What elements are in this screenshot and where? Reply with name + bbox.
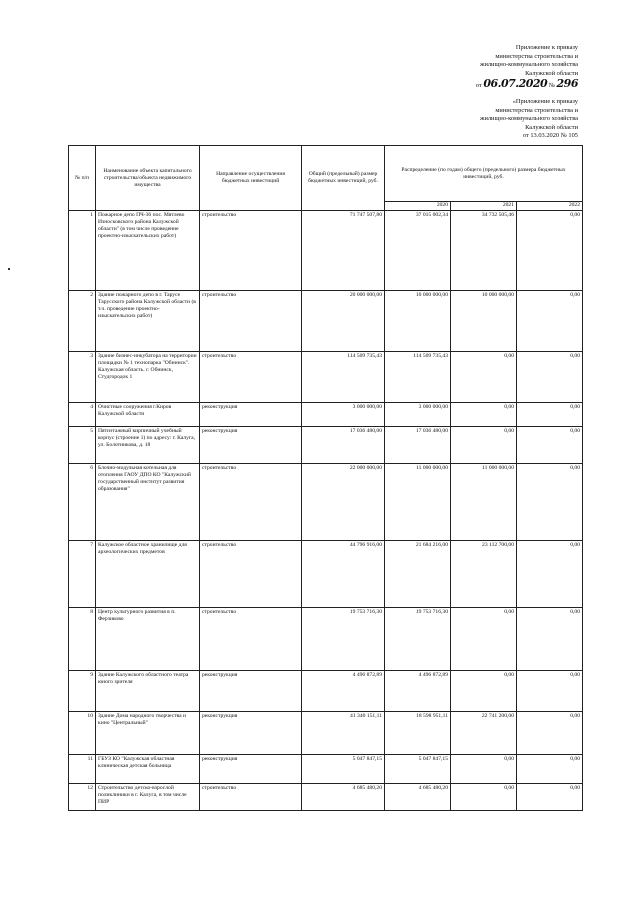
row-name: Центр культурного развития в п. Ферзиково bbox=[96, 608, 200, 671]
table-row bbox=[69, 464, 583, 541]
order-date-line bbox=[475, 77, 578, 91]
previous-order-line: Калужской области bbox=[525, 123, 578, 131]
row-direction: строительство bbox=[200, 541, 302, 608]
row-name: Калужское областное хранилище для археологических предметов bbox=[96, 541, 200, 608]
row-name: Здание пожарного депо в г. Тарусе Тарусского района Калужской области (в т.ч. проведение проектно-изыскательских работ) bbox=[96, 291, 200, 352]
row-name: Строительство детско-взрослой поликлиники в г. Калуга, в том числе ПИР bbox=[96, 784, 200, 811]
row-2021: 0,00 bbox=[451, 784, 517, 811]
row-2020: 37 015 002,34 bbox=[385, 211, 451, 291]
row-index: 11 bbox=[69, 755, 96, 784]
row-total: 3 000 000,00 bbox=[302, 403, 385, 427]
row-2021: 0,00 bbox=[451, 403, 517, 427]
row-2021: 10 000 000,00 bbox=[451, 291, 517, 352]
row-name: Здание бизнес-инкубатора на территории площадки № 1 технопарка "Обнинск". Калужская область. г. Обнинск, Студгородок 1 bbox=[96, 352, 200, 403]
row-2021: 0,00 bbox=[451, 427, 517, 464]
row-index: 12 bbox=[69, 784, 96, 811]
order-header-line: Приложение к приказу bbox=[515, 44, 578, 51]
col-header-distribution: Распределение (по годам) общего (предельного) размера бюджетных инвестиций, руб. bbox=[385, 146, 583, 202]
row-total: 17 036 480,00 bbox=[302, 427, 385, 464]
col-header-total: Общий (предельный) размер бюджетных инвестиций, руб. bbox=[302, 146, 385, 211]
row-name: Блочно-модульная котельная для отопления ГАОУ ДПО КО "Калужский государственный институт развития образования" bbox=[96, 464, 200, 541]
previous-order-line: министерства строительства и bbox=[495, 106, 578, 114]
row-direction: строительство bbox=[200, 291, 302, 352]
table-row bbox=[69, 784, 583, 811]
row-2022: 0,00 bbox=[517, 403, 583, 427]
col-header-index: № п/п bbox=[69, 146, 96, 211]
row-direction: реконструкция bbox=[200, 427, 302, 464]
row-2022: 0,00 bbox=[517, 784, 583, 811]
row-total: 114 509 735,43 bbox=[302, 352, 385, 403]
investment-table bbox=[68, 145, 583, 811]
table-row bbox=[69, 541, 583, 608]
previous-order-line: жилищно-коммунального хозяйства bbox=[480, 115, 578, 123]
row-direction: реконструкция bbox=[200, 755, 302, 784]
row-2021: 22 741 200,00 bbox=[451, 712, 517, 755]
row-total: 5 047 847,15 bbox=[302, 755, 385, 784]
order-header-line: министерства строительства и bbox=[495, 52, 578, 60]
row-index: 5 bbox=[69, 427, 96, 464]
row-2021: 0,00 bbox=[451, 352, 517, 403]
row-index: 8 bbox=[69, 608, 96, 671]
row-total: 19 753 716,30 bbox=[302, 608, 385, 671]
row-2022: 0,00 bbox=[517, 464, 583, 541]
scan-speck bbox=[8, 268, 10, 270]
row-2020: 18 598 951,11 bbox=[385, 712, 451, 755]
col-header-direction: Направление осуществления бюджетных инвестиций bbox=[200, 146, 302, 211]
year-header: 2020 bbox=[385, 202, 451, 211]
row-index: 2 bbox=[69, 291, 96, 352]
row-2022: 0,00 bbox=[517, 291, 583, 352]
order-header bbox=[476, 44, 578, 91]
row-direction: реконструкция bbox=[200, 712, 302, 755]
row-direction: строительство bbox=[200, 352, 302, 403]
row-index: 3 bbox=[69, 352, 96, 403]
order-header-line: Калужской области bbox=[525, 69, 578, 77]
row-2021: 23 112 700,00 bbox=[451, 541, 517, 608]
row-index: 1 bbox=[69, 211, 96, 291]
row-direction: реконструкция bbox=[200, 671, 302, 712]
row-total: 71 747 507,80 bbox=[302, 211, 385, 291]
row-2021: 34 732 505,46 bbox=[451, 211, 517, 291]
row-2022: 0,00 bbox=[517, 211, 583, 291]
date-prefix: от bbox=[475, 82, 482, 90]
row-2020: 3 000 000,00 bbox=[385, 403, 451, 427]
row-name: ГБУЗ КО "Калужская областная клиническая детская больница bbox=[96, 755, 200, 784]
table-row bbox=[69, 671, 583, 712]
handwritten-date: 06.07.2020 bbox=[483, 77, 548, 91]
order-header-line: жилищно-коммунального хозяйства bbox=[480, 61, 578, 69]
row-name: Здание Дома народного творчества и кино "Центральный" bbox=[96, 712, 200, 755]
row-2020: 21 684 216,00 bbox=[385, 541, 451, 608]
row-index: 7 bbox=[69, 541, 96, 608]
row-index: 4 bbox=[69, 403, 96, 427]
row-2020: 17 036 480,00 bbox=[385, 427, 451, 464]
row-direction: строительство bbox=[200, 784, 302, 811]
table-row bbox=[69, 755, 583, 784]
row-2020: 19 753 716,30 bbox=[385, 608, 451, 671]
row-2021: 0,00 bbox=[451, 755, 517, 784]
previous-order-header bbox=[480, 98, 578, 141]
row-2020: 10 000 000,00 bbox=[385, 291, 451, 352]
table-row bbox=[69, 403, 583, 427]
table-row bbox=[69, 291, 583, 352]
row-2022: 0,00 bbox=[517, 427, 583, 464]
row-direction: реконструкция bbox=[200, 403, 302, 427]
row-total: 41 340 151,11 bbox=[302, 712, 385, 755]
row-direction: строительство bbox=[200, 211, 302, 291]
row-2020: 5 047 847,15 bbox=[385, 755, 451, 784]
row-2020: 11 000 000,00 bbox=[385, 464, 451, 541]
table-header-row bbox=[69, 146, 583, 202]
row-2020: 114 509 735,43 bbox=[385, 352, 451, 403]
row-index: 9 bbox=[69, 671, 96, 712]
row-2020: 4 685 480,20 bbox=[385, 784, 451, 811]
row-2022: 0,00 bbox=[517, 352, 583, 403]
row-2022: 0,00 bbox=[517, 755, 583, 784]
row-name: Очистные сооружения г.Киров Калужской области bbox=[96, 403, 200, 427]
row-direction: строительство bbox=[200, 464, 302, 541]
previous-order-line: от 13.03.2020 № 105 bbox=[522, 132, 578, 140]
row-total: 22 000 000,00 bbox=[302, 464, 385, 541]
table-row bbox=[69, 427, 583, 464]
row-total: 44 796 916,00 bbox=[302, 541, 385, 608]
row-2020: 4 496 872,89 bbox=[385, 671, 451, 712]
row-name: Пятиэтажный кирпичный учебный корпус (строение 1) по адресу: г. Калуга, ул. Болотникова, д. 18 bbox=[96, 427, 200, 464]
row-2022: 0,00 bbox=[517, 541, 583, 608]
year-header: 2022 bbox=[517, 202, 583, 211]
row-2022: 0,00 bbox=[517, 712, 583, 755]
row-total: 20 000 000,00 bbox=[302, 291, 385, 352]
handwritten-number: 296 bbox=[556, 77, 578, 91]
row-total: 4 496 872,89 bbox=[302, 671, 385, 712]
previous-order-line: «Приложение к приказу bbox=[512, 98, 578, 105]
row-total: 4 685 480,20 bbox=[302, 784, 385, 811]
row-name: Пожарное депо ПЧ-36 пос. Мятлево Износковского района Калужской области" (в том числе проведение проектно-изыскательских работ) bbox=[96, 211, 200, 291]
table-row bbox=[69, 211, 583, 291]
row-index: 6 bbox=[69, 464, 96, 541]
row-2021: 11 000 000,00 bbox=[451, 464, 517, 541]
row-2021: 0,00 bbox=[451, 608, 517, 671]
table-row bbox=[69, 352, 583, 403]
row-name: Здание Калужского областного театра юного зрителя bbox=[96, 671, 200, 712]
row-2021: 0,00 bbox=[451, 671, 517, 712]
row-2022: 0,00 bbox=[517, 671, 583, 712]
table-row bbox=[69, 712, 583, 755]
number-prefix: № bbox=[548, 82, 555, 90]
year-header: 2021 bbox=[451, 202, 517, 211]
row-2022: 0,00 bbox=[517, 608, 583, 671]
col-header-name: Наименование объекта капитального строительства/объекта недвижимого имущества bbox=[96, 146, 200, 211]
table-row bbox=[69, 608, 583, 671]
row-index: 10 bbox=[69, 712, 96, 755]
row-direction: строительство bbox=[200, 608, 302, 671]
